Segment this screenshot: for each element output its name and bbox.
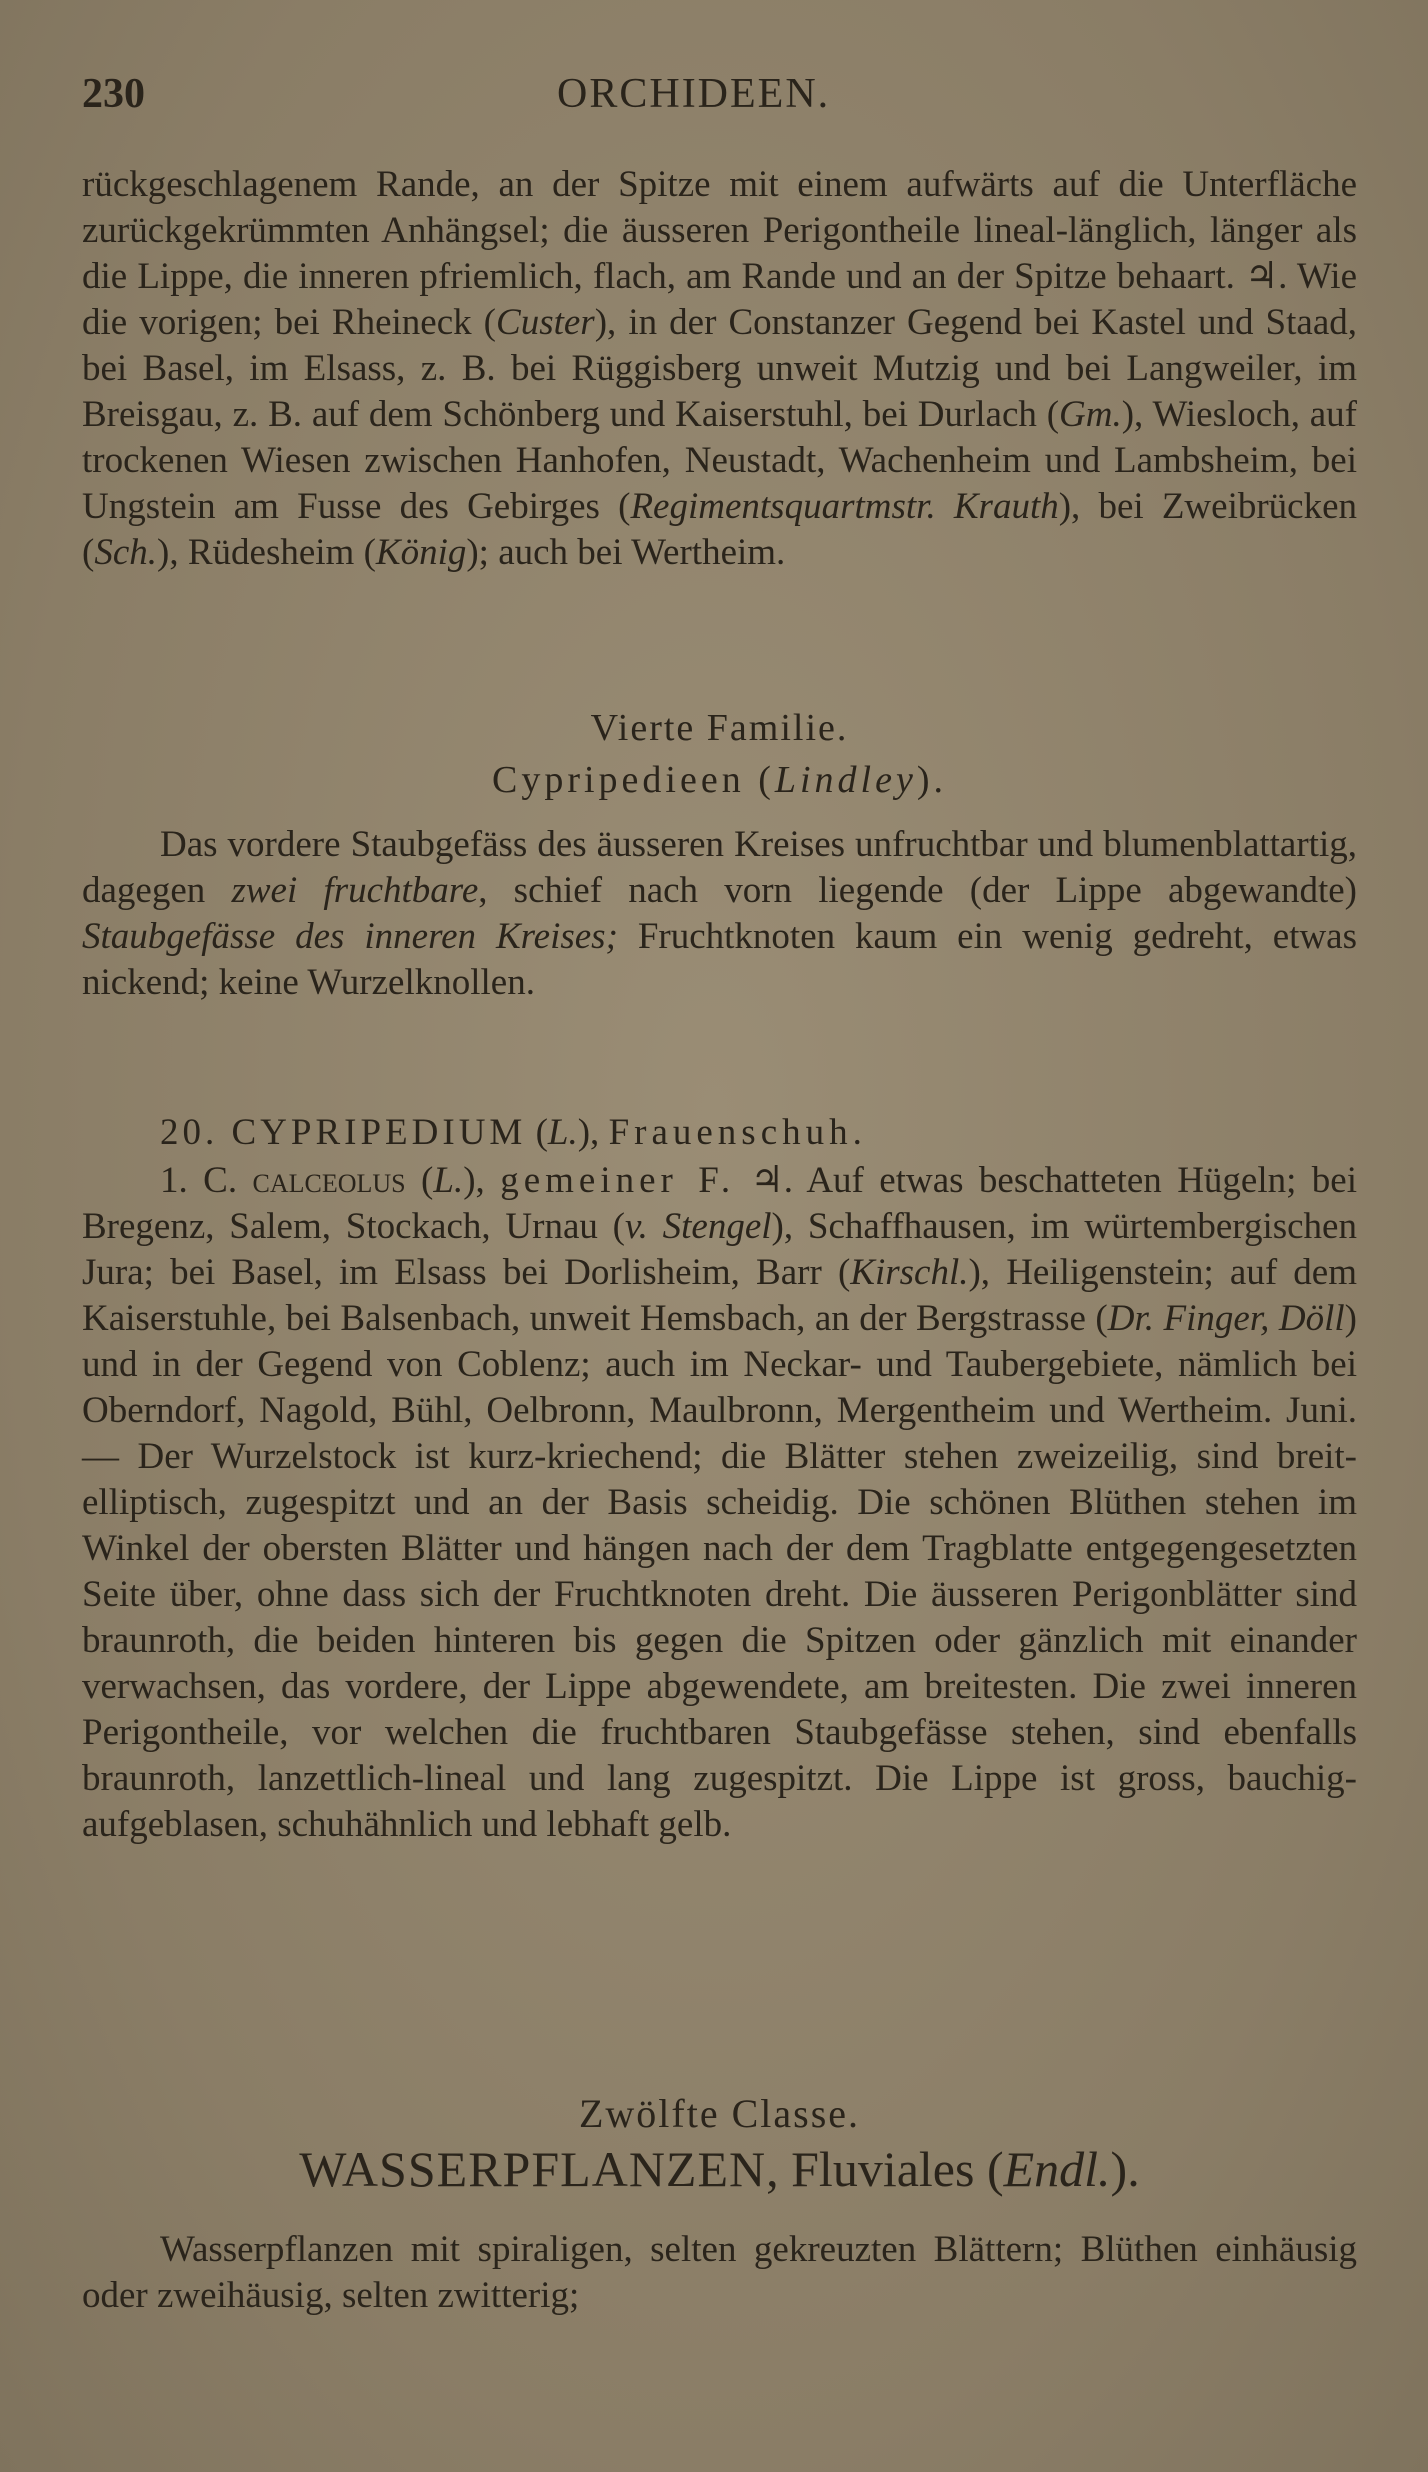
genus-authority: L. [547,1112,578,1153]
text-run: ), Wiesloch, auf trockenen Wiesen zwischen Hanhofen, Neustadt, Wachenheim und Lambsheim, bei Ungstein am Fusse des Gebirges ( [82,394,1358,527]
class-description: Wasserpflanzen mit spiraligen, selten gekreuzten Blättern; Blüthen einhäusig oder zweihäusig, selten zwitterig; [82,2229,1357,2316]
italic-ref: Custer [496,302,595,343]
class-latin-name: Fluviales [791,2141,975,2197]
text-run: ), bei Zweibrücken ( [82,486,1358,573]
italic-ref: Kirschl. [850,1252,969,1293]
text-run: , schief nach vorn liegende (der Lippe abgewandte) [478,870,1357,911]
species-name: calceolus [252,1160,406,1201]
text-run: ), in der Constanzer Gegend bei Kastel und Staad, bei Basel, im Elsass, z. B. bei Rüggisberg unweit Mutzig und bei Langweiler, im Breisgau, z. B. auf dem Schönberg und Kaiserstuhl, bei Durlach ( [82,302,1357,435]
text-run: ), Heiligenstein; auf dem Kaiserstuhle, bei Balsenbach, unweit Hemsbach, an der Bergstrasse ( [82,1252,1357,1339]
text-run: ), Schaffhausen, im würtembergischen Jura; bei Basel, im Elsass bei Dorlisheim, Barr ( [82,1206,1357,1293]
page-header [82,62,1382,132]
species-common-name: gemeiner F. [500,1160,736,1201]
page-number: 230 [82,71,145,117]
class-name-heading: WASSERPFLANZEN, Fluviales (Endl.). [299,2141,1140,2197]
text-run: Das vordere Staubgefäss des äusseren Kreises unfruchtbar und blumenblattartig, dagegen [82,824,1357,911]
italic-ref: Dr. Finger, Döll [1107,1298,1345,1339]
text-run: ); auch bei Wertheim. [466,532,786,573]
class-authority: Endl. [1003,2141,1111,2197]
family-name: Cypripedieen [491,759,745,801]
italic-ref: Regimentsquartmstr. Krauth [630,486,1059,527]
italic-term: Staubgefässe des inneren Kreises; [82,916,618,957]
species-authority: L. [433,1160,464,1201]
class-name: WASSERPFLANZEN [299,2141,767,2197]
genus-name: 20. CYPRIPEDIUM [160,1112,527,1153]
italic-ref: v. Stengel [624,1206,772,1247]
family-description [82,822,1357,1006]
italic-ref: König [375,532,467,573]
italic-ref: Sch. [94,532,158,573]
text-run: Fruchtknoten kaum ein wenig gedreht, etwas nickend; keine Wurzelknollen. [82,916,1357,1003]
text-run: ) und in der Gegend von Coblenz; auch im Neckar- und Taubergebiete, nämlich bei Oberndorf, Nagold, Bühl, Oelbronn, Maulbronn, Mergentheim und Wertheim. Juni. — Der Wurzelstock ist kurz-kriechend; die Blätter stehen zweizeilig, sind breit-elliptisch, zugespitzt und an der Basis scheidig. Die schönen Blüthen stehen im Winkel der obersten Blätter und hängen nach der dem Tragblatte entgegengesetzten Seite über, ohne dass sich der Fruchtknoten dreht. Die äusseren Perigonblätter sind braunroth, die beiden hinteren bis gegen die Spitzen oder gänzlich mit einander verwachsen, das vordere, der Lippe abgewendete, am breitesten. Die zwei inneren Perigontheile, vor welchen die fruchtbaren Staubgefässe stehen, sind ebenfalls braunroth, lanzettlich-lineal und lang zugespitzt. Die Lippe ist gross, bauchig-aufgeblasen, schuhähnlich und lebhaft gelb. [82,1298,1357,1845]
italic-term: zwei fruchtbare [231,870,479,911]
text-run: rückgeschlagenem Rande, an der Spitze mit einem aufwärts auf die Unterfläche zurückgekrümmten Anhängsel; die äusseren Perigontheile lineal-länglich, länger als die Lippe, die inneren pfriemlich, flach, am Rande und an der Spitze behaart. ♃. Wie die vorigen; bei Rheineck ( [82,164,1357,343]
italic-ref: Gm. [1059,394,1122,435]
family-authority: Lindley [774,759,917,801]
species-entry: 1. C. calceolus (L.), gemeiner F. ♃. Auf etwas beschatteten Hügeln; bei Bregenz, Salem, Stockach, Urnau (v. Stengel), Schaffhausen, im würtembergischen Jura; bei Basel, im Elsass bei Dorlisheim, Barr (Kirschl.), Heiligenstein; auf dem Kaiserstuhle, bei Balsenbach, unweit Hemsbach, an der Bergstrasse (Dr. Finger, Döll) und in der Gegend von Coblenz; auch im Neckar- und Taubergebiete, nämlich bei Oberndorf, Nagold, Bühl, Oelbronn, Maulbronn, Mergentheim und Wertheim. Juni. — Der Wurzelstock ist kurz-kriechend; die Blätter stehen zweizeilig, sind breit-elliptisch, zugespitzt und an der Basis scheidig. Die schönen Blüthen stehen im Winkel der obersten Blätter und hängen nach der dem Tragblatte entgegengesetzten Seite über, ohne dass sich der Fruchtknoten dreht. Die äusseren Perigonblätter sind braunroth, die beiden hinteren bis gegen die Spitzen oder gänzlich mit einander verwachsen, das vordere, der Lippe abgewendete, am breitesten. Die zwei inneren Perigontheile, vor welchen die fruchtbaren Staubgefässe stehen, sind ebenfalls braunroth, lanzettlich-lineal und lang zugespitzt. Die Lippe ist gross, bauchig-aufgeblasen, schuhähnlich und lebhaft gelb. [82,1160,1358,1845]
genus-common-name: Frauenschuh. [608,1112,867,1153]
family-name-heading: Cypripedieen (Lindley). [491,759,947,801]
running-title: ORCHIDEEN. [557,71,831,117]
text-run: ♃. Auf etwas beschatteten Hügeln; bei Bregenz, Salem, Stockach, Urnau ( [82,1160,1358,1247]
family-heading: Vierte Familie. [590,707,849,749]
class-heading: Zwölfte Classe. [578,2091,861,2136]
text-run: ), Rüdesheim ( [157,532,376,573]
paragraph-continuation [82,162,1357,576]
species-number: 1. C. [160,1160,238,1201]
genus-heading: 20. CYPRIPEDIUM (L.), Frauenschuh. [160,1112,867,1153]
